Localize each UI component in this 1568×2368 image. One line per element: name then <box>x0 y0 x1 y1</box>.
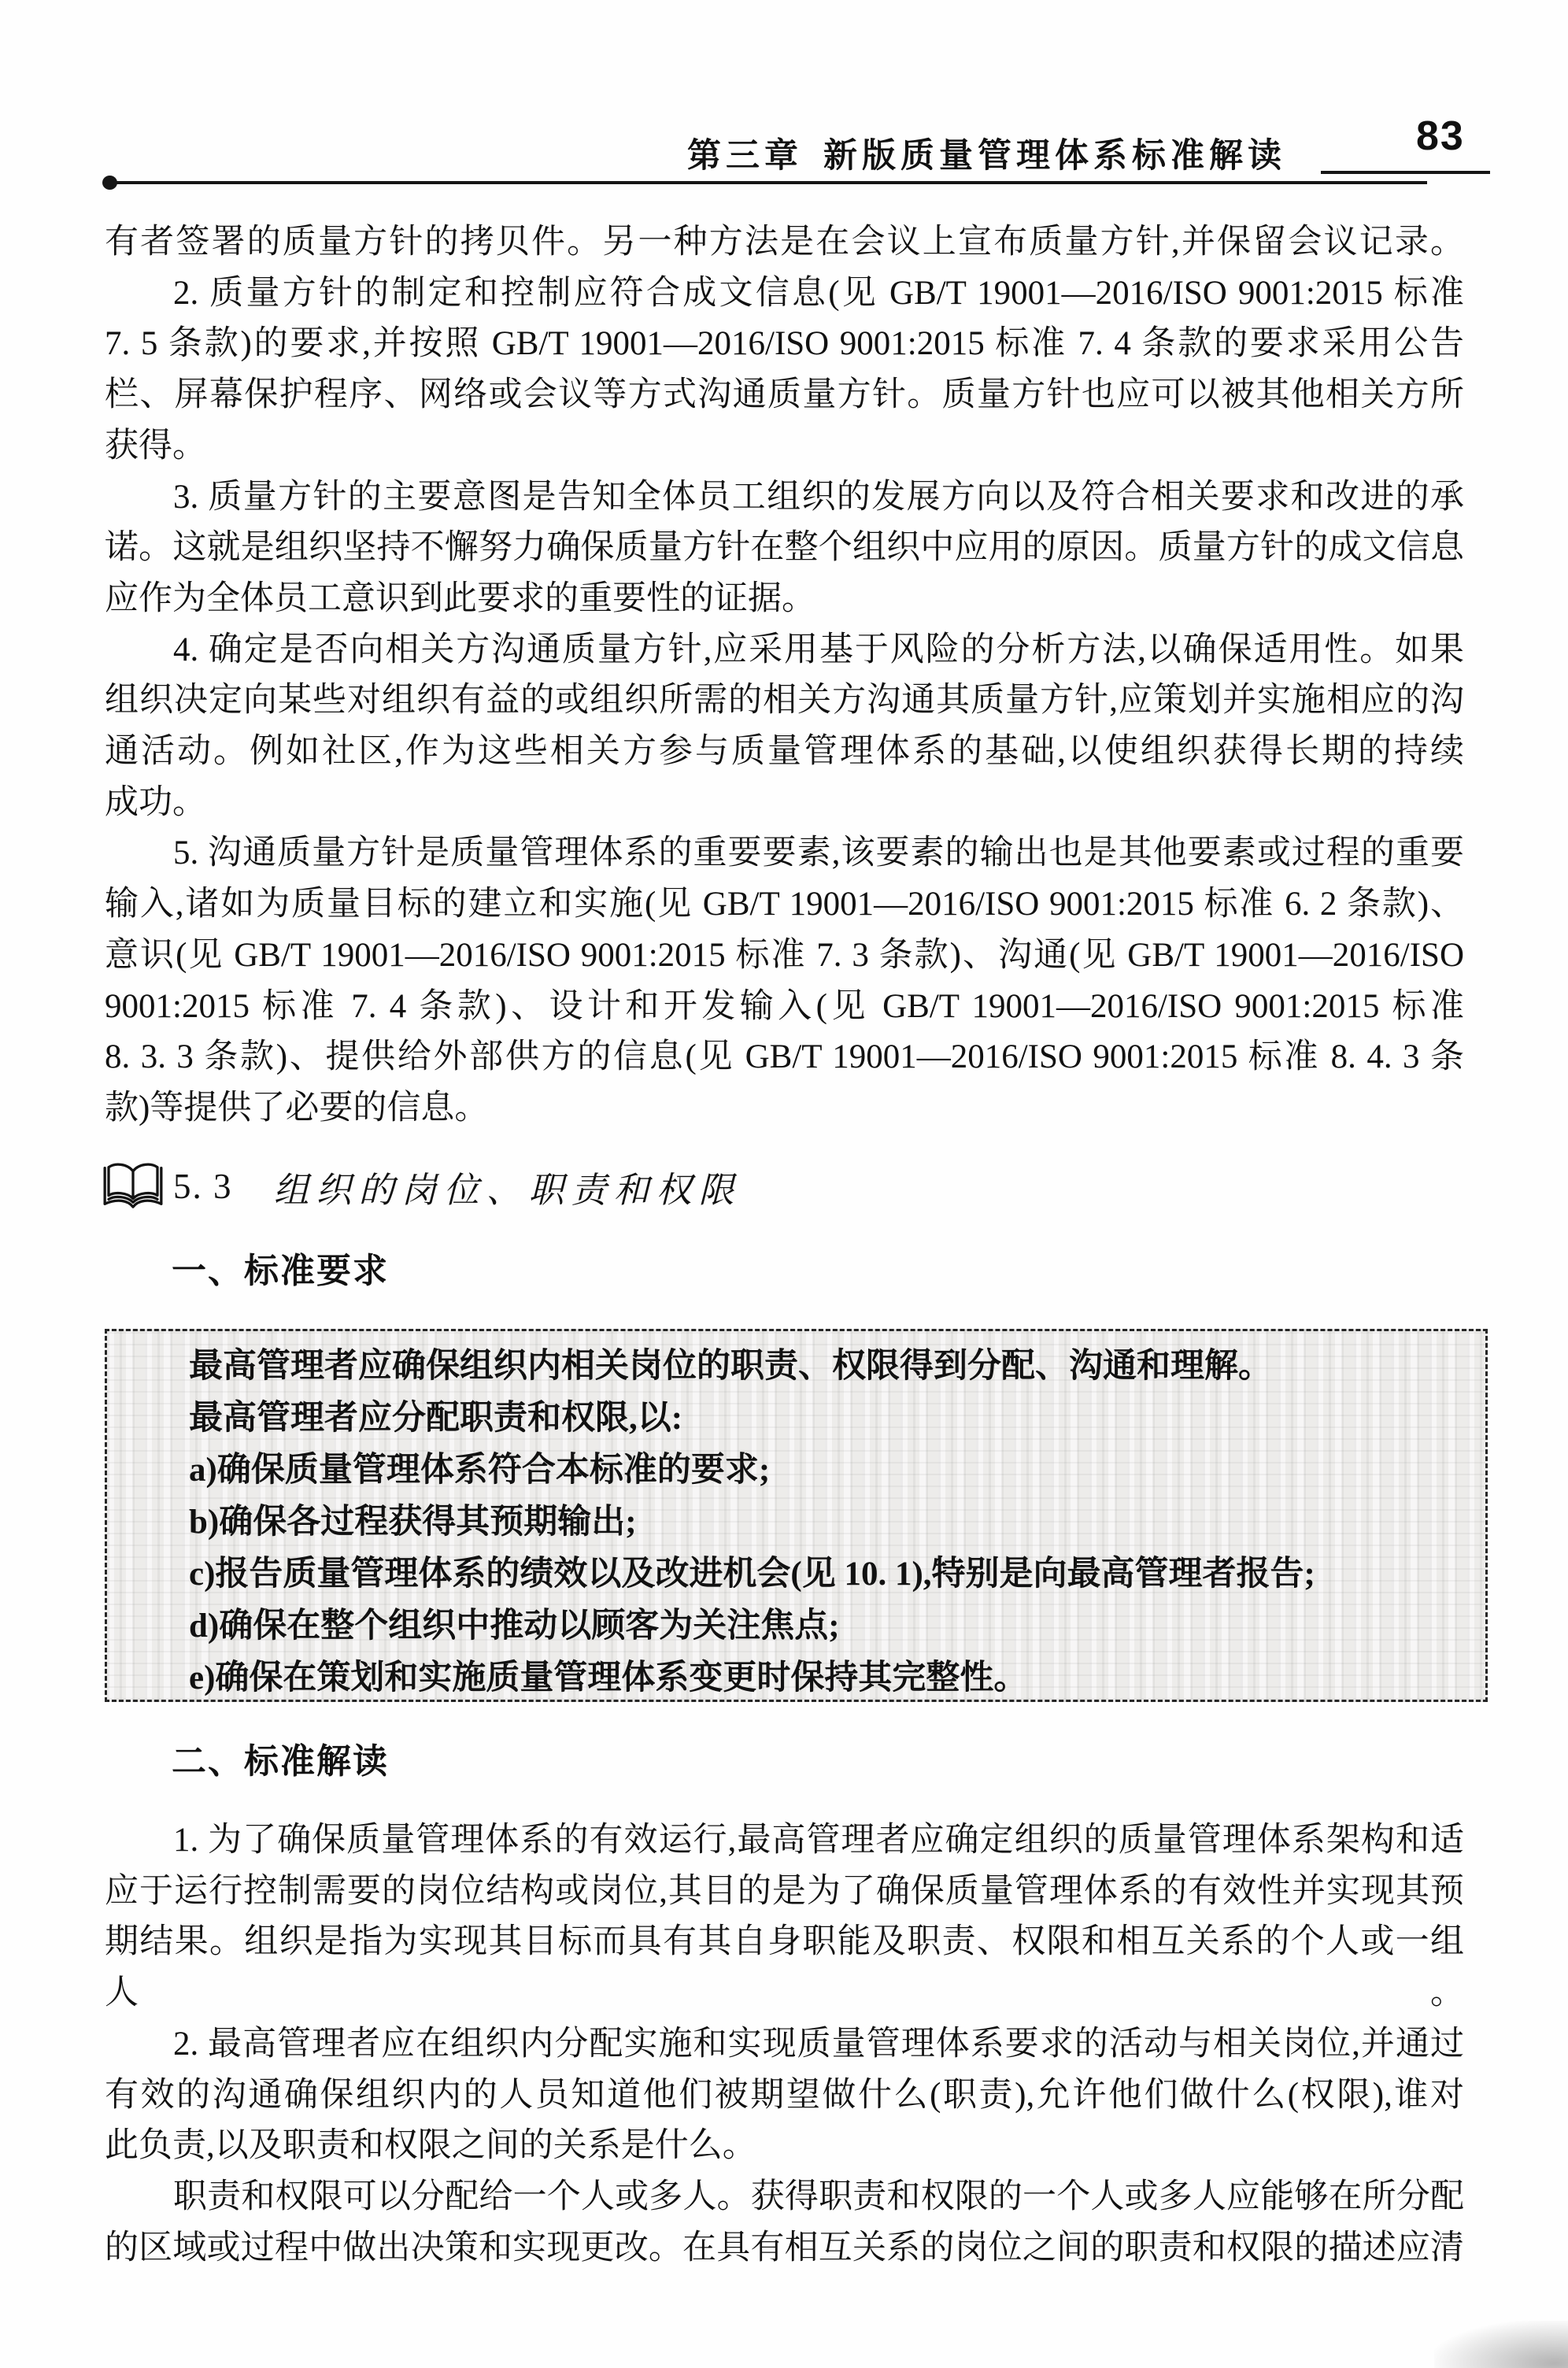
text-line: 获得。 <box>105 427 206 464</box>
text-line: c)报告质量管理体系的绩效以及改进机会(见 10. 1),特别是向最高管理者报告; <box>189 1556 1315 1593</box>
header-rule <box>110 181 1427 184</box>
heading-standard-requirements: 一、标准要求 <box>172 1252 389 1290</box>
heading-standard-interpretation: 二、标准解读 <box>172 1742 389 1781</box>
text-line: 组织决定向某些对组织有益的或组织所需的相关方沟通其质量方针,应策划并实施相应的沟 <box>105 682 1464 720</box>
text-line: 应于运行控制需要的岗位结构或岗位,其目的是为了确保质量管理体系的有效性并实现其预 <box>105 1872 1464 1910</box>
text-line: 栏、屏幕保护程序、网络或会议等方式沟通质量方针。质量方针也应可以被其他相关方所 <box>105 376 1464 414</box>
chapter-title-text: 新版质量管理体系标准解读 <box>823 137 1286 175</box>
chapter-title <box>687 129 1286 177</box>
text-line: 最高管理者应确保组织内相关岗位的职责、权限得到分配、沟通和理解。 <box>189 1348 1272 1385</box>
text-line: 有效的沟通确保组织内的人员知道他们被期望做什么(职责),允许他们做什么(权限),谁对 <box>105 2076 1464 2114</box>
text-line: 成功。 <box>105 783 206 821</box>
text-line: b)确保各过程获得其预期输出; <box>189 1504 637 1541</box>
text-line: 期结果。组织是指为实现其目标而具有其自身职能及职责、权限和相互关系的个人或一组人。 <box>105 1923 1464 2012</box>
text-line: 意识(见 GB/T 19001—2016/ISO 9001:2015 标准 7. 3 条款)、沟通(见 GB/T 19001—2016/ISO <box>105 936 1464 974</box>
text-line: 款)等提供了必要的信息。 <box>105 1089 489 1127</box>
text-line: 5. 沟通质量方针是质量管理体系的重要要素,该要素的输出也是其他要素或过程的重要 <box>173 834 1464 872</box>
text-line: 此负责,以及职责和权限之间的关系是什么。 <box>105 2127 756 2165</box>
open-book-icon <box>101 1160 165 1213</box>
text-line: 3. 质量方针的主要意图是告知全体员工组织的发展方向以及符合相关要求和改进的承 <box>173 478 1464 516</box>
section-header-5-3 <box>101 1159 1460 1214</box>
section-title: 组织的岗位、职责和权限 <box>273 1170 741 1210</box>
text-line: 诺。这就是组织坚持不懈努力确保质量方针在整个组织中应用的原因。质量方针的成文信息 <box>105 529 1464 567</box>
text-line: d)确保在整个组织中推动以顾客为关注焦点; <box>189 1608 840 1645</box>
text-line: 7. 5 条款)的要求,并按照 GB/T 19001—2016/ISO 9001:2015 标准 7. 4 条款的要求采用公告 <box>105 325 1464 363</box>
text-line: 应作为全体员工意识到此要求的重要性的证据。 <box>105 579 815 617</box>
text-line: 职责和权限可以分配给一个人或多人。获得职责和权限的一个人或多人应能够在所分配 <box>173 2177 1464 2215</box>
text-line: 4. 确定是否向相关方沟通质量方针,应采用基于风险的分析方法,以确保适用性。如果 <box>173 631 1464 668</box>
text-line: 2. 质量方针的制定和控制应符合成文信息(见 GB/T 19001—2016/ISO 9001:2015 标准 <box>173 274 1464 312</box>
text-line: 最高管理者应分配职责和权限,以: <box>189 1400 683 1437</box>
text-line: 2. 最高管理者应在组织内分配实施和实现质量管理体系要求的活动与相关岗位,并通过 <box>173 2025 1464 2063</box>
section-number: 5. 3 <box>173 1167 233 1206</box>
chapter-label: 第三章 <box>687 137 803 175</box>
page-number: 83 <box>1416 113 1465 159</box>
text-line: e)确保在策划和实施质量管理体系变更时保持其完整性。 <box>189 1659 1028 1696</box>
text-line: a)确保质量管理体系符合本标准的要求; <box>189 1452 771 1489</box>
body-text-top <box>105 217 1464 1134</box>
text-line: 有者签署的质量方针的拷贝件。另一种方法是在会议上宣布质量方针,并保留会议记录。 <box>105 224 1464 261</box>
body-text-bottom <box>105 1815 1464 2274</box>
text-line: 8. 3. 3 条款)、提供给外部供方的信息(见 GB/T 19001—2016/ISO 9001:2015 标准 8. 4. 3 条 <box>105 1038 1464 1076</box>
text-line: 的区域或过程中做出决策和实现更改。在具有相互关系的岗位之间的职责和权限的描述应清 <box>105 2229 1464 2266</box>
requirements-box <box>105 1329 1488 1702</box>
scan-smudge <box>1434 2321 1568 2368</box>
text-line: 通活动。例如社区,作为这些相关方参与质量管理体系的基础,以使组织获得长期的持续 <box>105 733 1464 771</box>
text-line: 1. 为了确保质量管理体系的有效运行,最高管理者应确定组织的质量管理体系架构和适 <box>173 1822 1464 1859</box>
text-line: 9001:2015 标准 7. 4 条款)、设计和开发输入(见 GB/T 19001—2016/ISO 9001:2015 标准 <box>105 987 1464 1025</box>
text-line: 输入,诸如为质量目标的建立和实施(见 GB/T 19001—2016/ISO 9001:2015 标准 6. 2 条款)、 <box>105 886 1464 923</box>
page-number-underline <box>1321 171 1490 174</box>
